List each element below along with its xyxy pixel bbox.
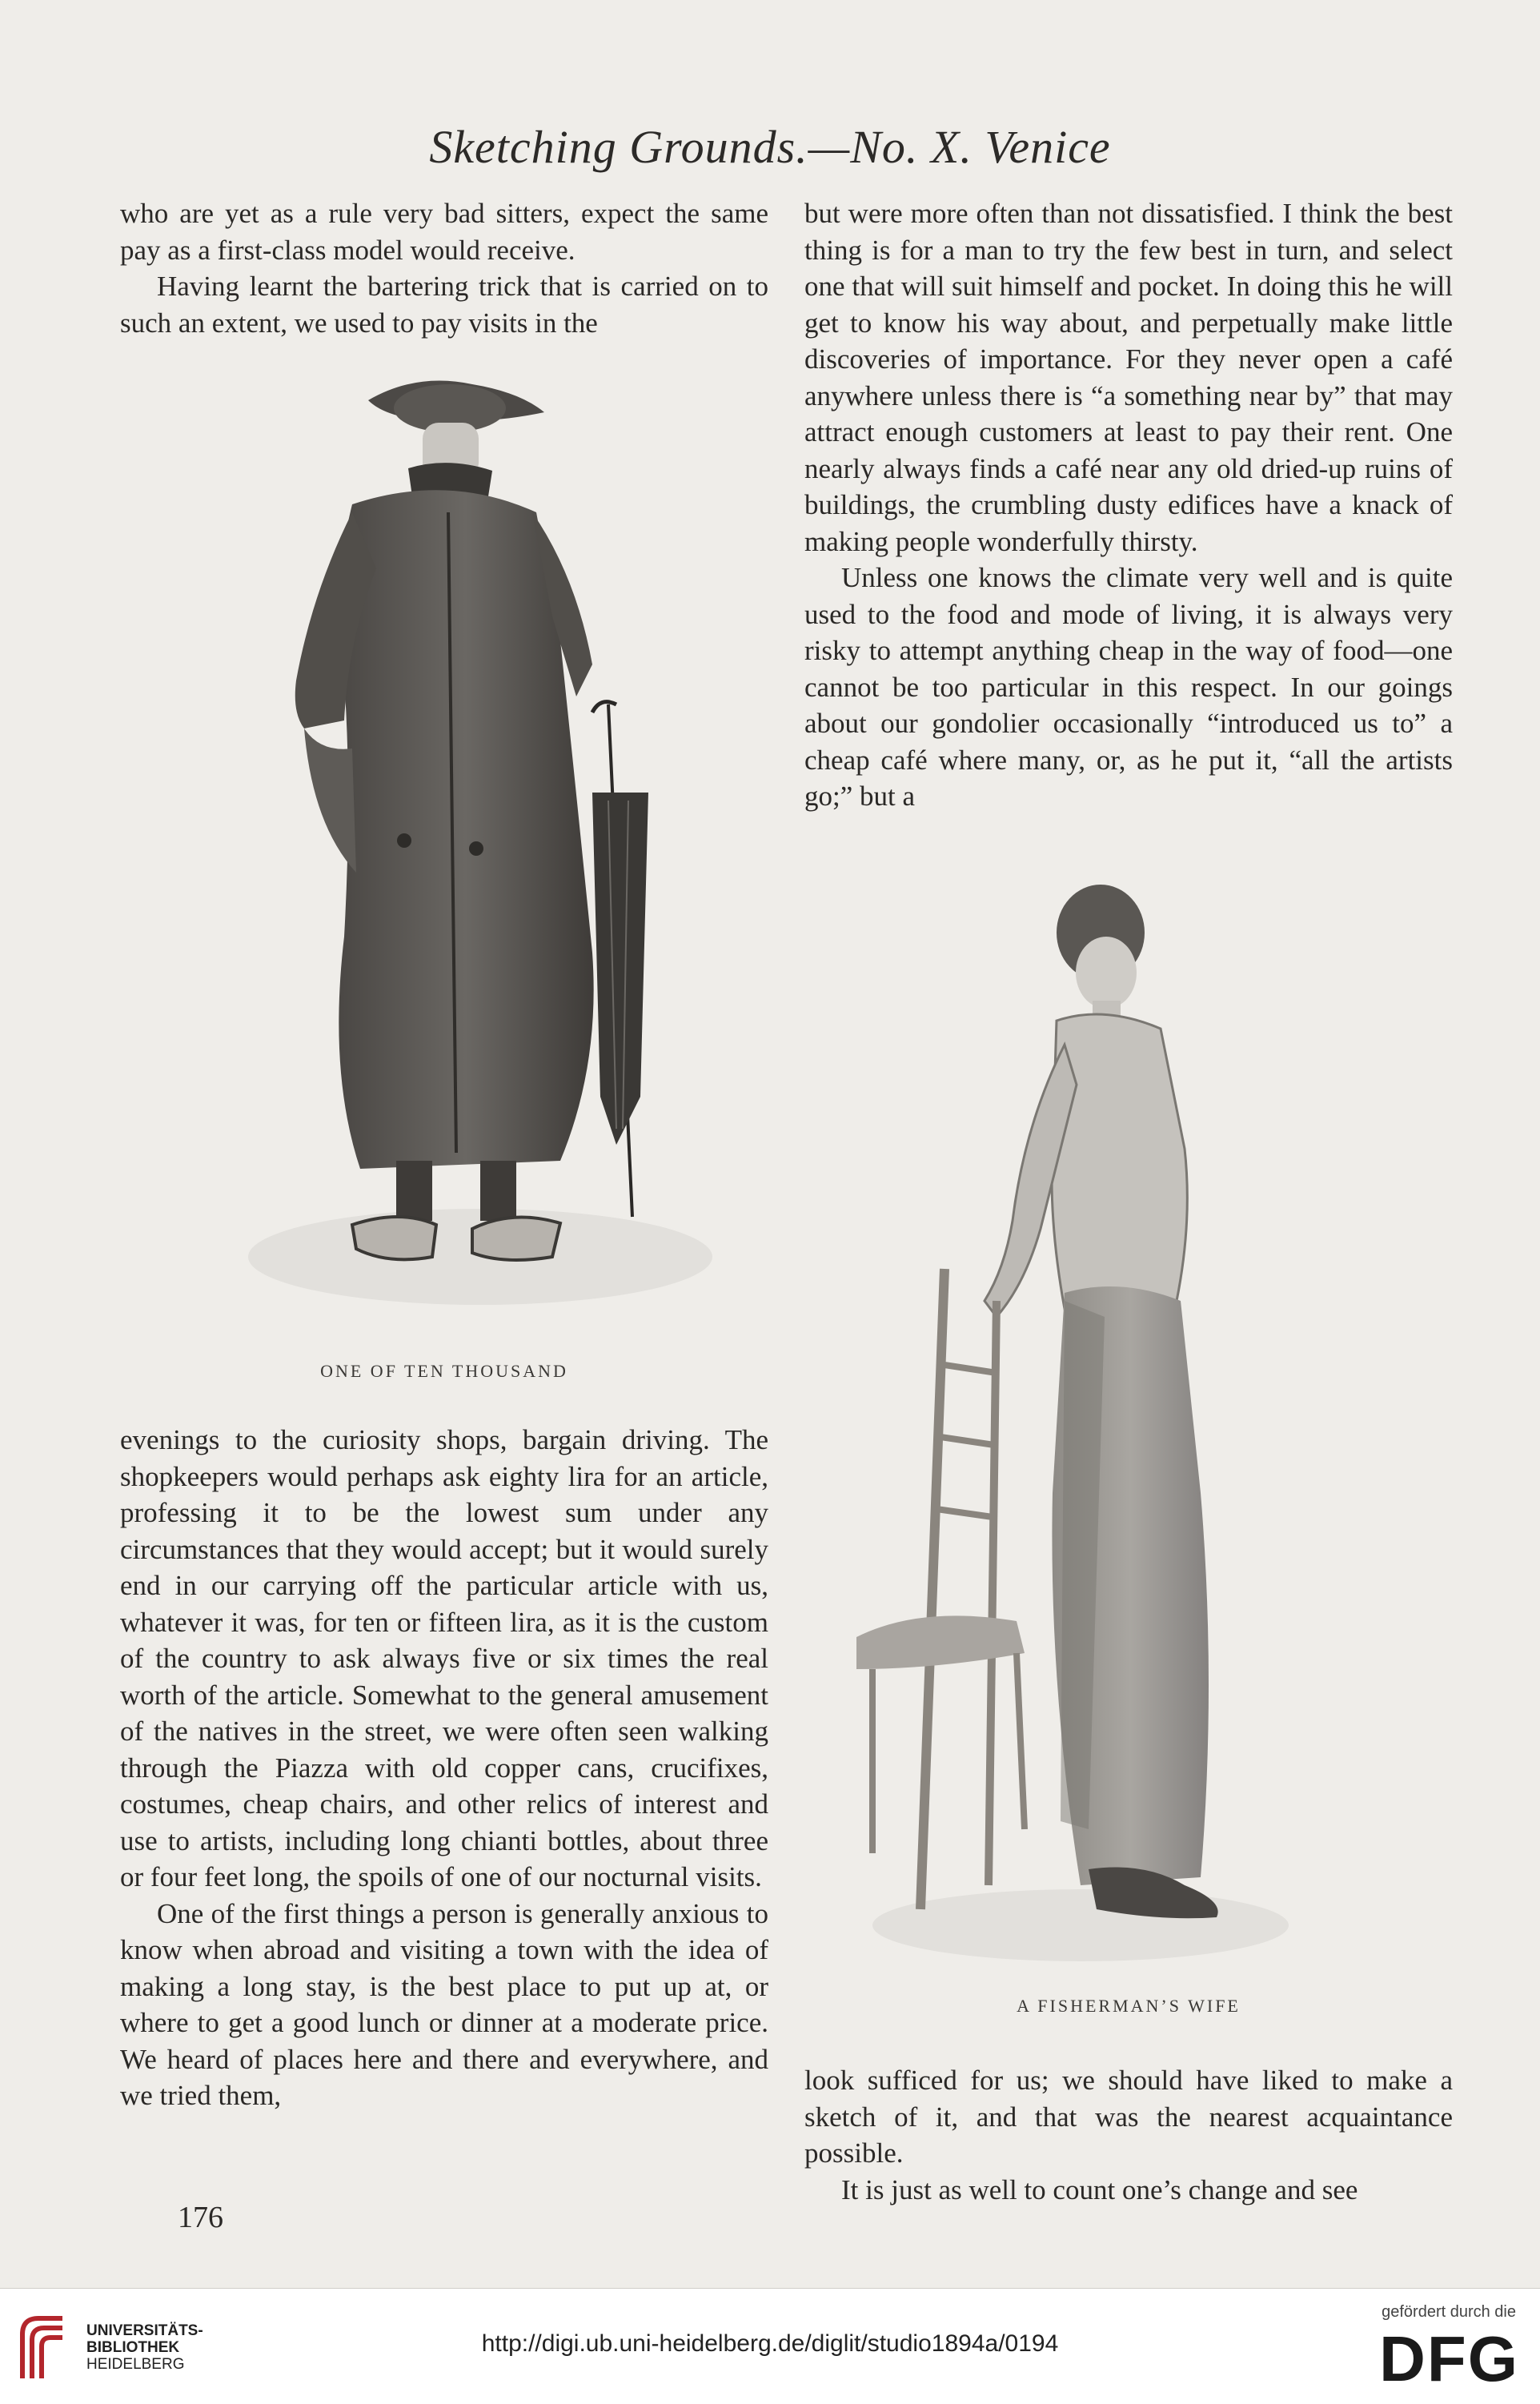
illustration-woman-with-chair xyxy=(824,885,1305,1981)
left-column-top xyxy=(120,195,768,341)
left-column-bottom xyxy=(120,1422,768,2114)
paragraph: look sufficed for us; we should have liked to make a sketch of it, and that was the nearest acquaintance possible. xyxy=(804,2065,1453,2169)
library-name-line: HEIDELBERG xyxy=(86,2356,185,2373)
library-name-line: UNIVERSITÄTS- xyxy=(86,2322,203,2339)
right-column-top xyxy=(804,195,1453,815)
paragraph: Having learnt the bartering trick that is carried on to such an extent, we used to pay visits in the xyxy=(120,271,768,339)
paragraph: who are yet as a rule very bad sitters, expect the same pay as a first-class model would receive. xyxy=(120,198,768,266)
caption-one-of-ten-thousand: ONE OF TEN THOUSAND xyxy=(320,1361,568,1381)
paragraph: One of the first things a person is generally anxious to know when abroad and visiting a town with the idea of making a long stay, is the best place to put up at, or where to get a good lunch or dinner at a moderate price. We heard of places here and there and everywhere, and we tried them, xyxy=(120,1897,768,2111)
illustration-man-in-greatcoat xyxy=(216,376,712,1337)
paragraph: evenings to the curiosity shops, bargain driving. The shopkeepers would perhaps ask eighty lira for an article, professing it to be the lowest sum under any circumstances that they would accept; but it would surely end in our carrying off the particular article with us, whatever it was, for ten or fifteen lira, as it is the custom of the country to ask always five or six times the real worth of the article. Somewhat to the general amusement of the natives in the street, we were often seen walking through the Piazza with old copper cans, crucifixes, costumes, cheap chairs, and other relics of interest and use to artists, including long chianti bottles, about three or four feet long, the spoils of one of our nocturnal visits. xyxy=(120,1424,768,1892)
right-column-bottom xyxy=(804,2062,1453,2208)
library-name-line: BIBLIOTHEK xyxy=(86,2339,180,2356)
permalink-url[interactable]: http://digi.ub.uni-heidelberg.de/diglit/studio1894a/0194 xyxy=(481,2330,1059,2357)
caption-a-fishermans-wife: A FISHERMAN’S WIFE xyxy=(1017,1996,1241,2016)
dfg-logo: DFG xyxy=(1379,2323,1519,2394)
paragraph: It is just as well to count one’s change and see xyxy=(841,2173,1358,2205)
digitization-footer xyxy=(0,2288,1540,2404)
funding-note: gefördert durch die xyxy=(1382,2303,1516,2321)
paragraph: but were more often than not dissatisfied. I think the best thing is for a man to try the few best in turn, and select one that will suit himself and pocket. In doing this he will get to know his way about, and perpetually make little discoveries of importance. For they never open a café anywhere unless there is “a something near by” that may attract enough customers at least to pay their rent. One nearly always finds a café near any old dried-up ruins of buildings, the crumbling dusty edifices have a knack of making people wonderfully thirsty. xyxy=(804,198,1453,557)
running-head: Sketching Grounds.—No. X. Venice xyxy=(429,121,1111,173)
page-number: 176 xyxy=(178,2201,223,2234)
paragraph: Unless one knows the climate very well and is quite used to the food and mode of living, it is always very risky to attempt anything cheap in the way of food—one cannot be too particular in this respect. In our goings about our gondolier occasionally “introduced us to” a cheap café where many, or, as he put it, “all the artists go;” but a xyxy=(804,562,1453,812)
